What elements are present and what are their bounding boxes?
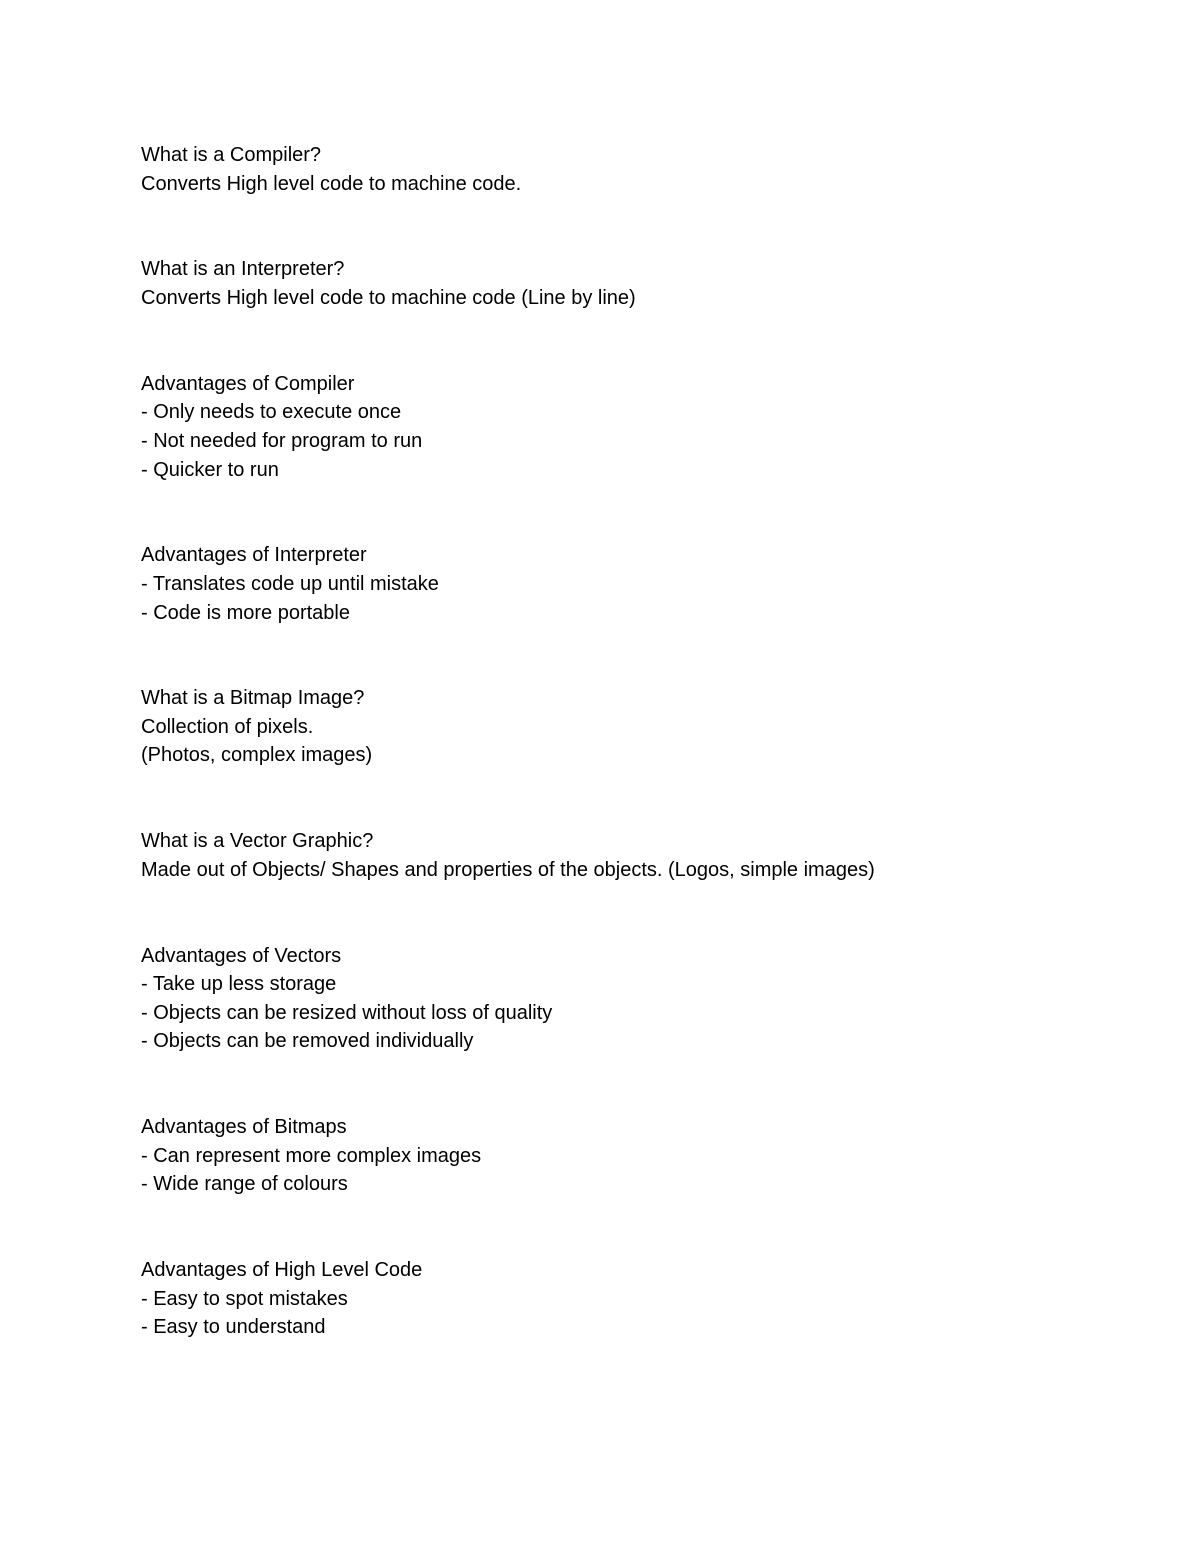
section-heading: Advantages of Bitmaps bbox=[141, 1116, 347, 1139]
list-item: - Objects can be resized without loss of quality bbox=[141, 1001, 553, 1024]
list-item: - Quicker to run bbox=[141, 458, 279, 481]
list-item: - Only needs to execute once bbox=[141, 401, 402, 424]
section-heading: What is an Interpreter? bbox=[141, 258, 345, 281]
section-line: Converts High level code to machine code. bbox=[141, 172, 522, 195]
section-heading: What is a Compiler? bbox=[141, 144, 322, 166]
section-heading: Advantages of High Level Code bbox=[141, 1259, 423, 1282]
list-item: - Code is more portable bbox=[141, 601, 350, 624]
list-item: - Not needed for program to run bbox=[141, 429, 423, 452]
section-heading: What is a Vector Graphic? bbox=[141, 830, 374, 853]
section-heading: What is a Bitmap Image? bbox=[141, 687, 365, 710]
section-line: (Photos, complex images) bbox=[141, 744, 373, 767]
section-advantages-compiler bbox=[141, 370, 1141, 484]
section-advantages-interpreter bbox=[141, 541, 1141, 627]
list-item: - Take up less storage bbox=[141, 973, 337, 996]
section-compiler bbox=[141, 141, 1141, 198]
section-interpreter bbox=[141, 255, 1141, 312]
section-line: Collection of pixels. bbox=[141, 715, 314, 738]
section-heading: Advantages of Vectors bbox=[141, 944, 342, 967]
list-item: - Can represent more complex images bbox=[141, 1144, 482, 1167]
section-bitmap-image bbox=[141, 684, 1141, 770]
document-body bbox=[141, 141, 1141, 1399]
section-heading: Advantages of Compiler bbox=[141, 372, 355, 395]
section-heading: Advantages of Interpreter bbox=[141, 544, 367, 567]
list-item: - Wide range of colours bbox=[141, 1173, 348, 1196]
section-line: Made out of Objects/ Shapes and properties of the objects. (Logos, simple images) bbox=[141, 858, 875, 881]
section-vector-graphic bbox=[141, 827, 1141, 884]
section-advantages-high-level-code bbox=[141, 1256, 1141, 1342]
section-advantages-vectors bbox=[141, 942, 1141, 1056]
list-item: - Objects can be removed individually bbox=[141, 1030, 474, 1053]
list-item: - Easy to understand bbox=[141, 1316, 326, 1339]
section-advantages-bitmaps bbox=[141, 1113, 1141, 1199]
list-item: - Translates code up until mistake bbox=[141, 572, 439, 595]
list-item: - Easy to spot mistakes bbox=[141, 1287, 348, 1310]
section-line: Converts High level code to machine code (Line by line) bbox=[141, 286, 636, 309]
